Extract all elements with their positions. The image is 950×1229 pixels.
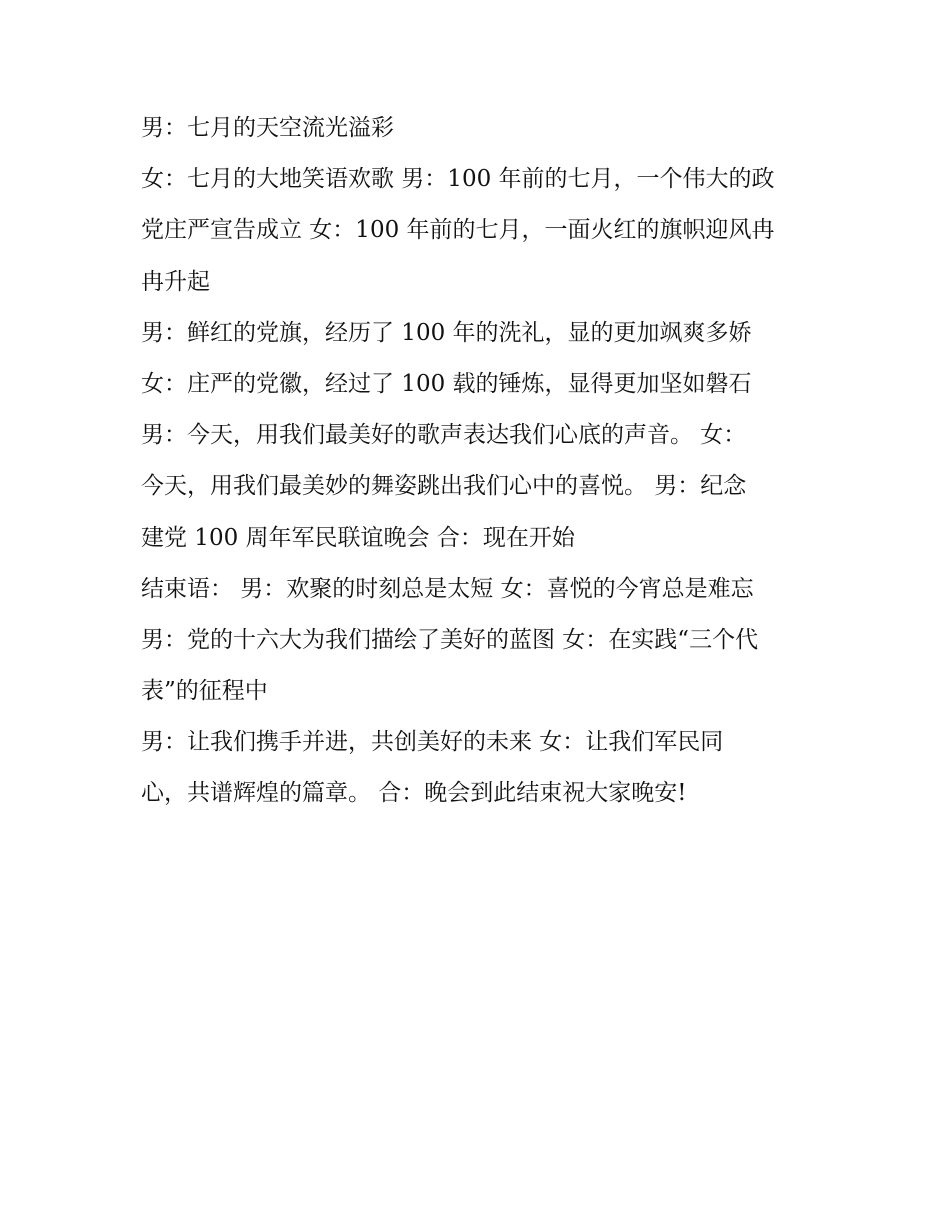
text-line: 党庄严宣告成立 女：100 年前的七月，一面火红的旗帜迎风冉 <box>141 217 775 244</box>
text-line: 女：庄严的党徽，经过了 100 载的锤炼，显得更加坚如磐石 <box>141 370 752 397</box>
script-text-block <box>141 103 821 820</box>
text-line: 表”的征程中 <box>141 678 268 705</box>
text-line: 男：让我们携手并进，共创美好的未来 女：让我们军民同 <box>141 729 724 756</box>
text-line: 男：鲜红的党旗，经历了 100 年的洗礼，显的更加飒爽多娇 <box>141 319 752 346</box>
text-line: 今天，用我们最美妙的舞姿跳出我们心中的喜悦。 男：纪念 <box>141 473 747 500</box>
text-line: 男：今天，用我们最美好的歌声表达我们心底的声音。 女： <box>141 422 747 449</box>
text-line: 冉升起 <box>141 268 210 295</box>
text-line: 建党 100 周年军民联谊晚会 合：现在开始 <box>141 524 575 551</box>
text-line: 女：七月的大地笑语欢歌 男：100 年前的七月，一个伟大的政 <box>141 166 775 193</box>
text-line: 结束语： 男：欢聚的时刻总是太短 女：喜悦的今宵总是难忘 <box>141 575 754 602</box>
text-line: 男：党的十六大为我们描绘了美好的蓝图 女：在实践“三个代 <box>141 626 759 653</box>
text-line: 心，共谱辉煌的篇章。 合：晚会到此结束祝大家晚安! <box>141 780 687 807</box>
text-line: 男：七月的天空流光溢彩 <box>141 115 394 141</box>
